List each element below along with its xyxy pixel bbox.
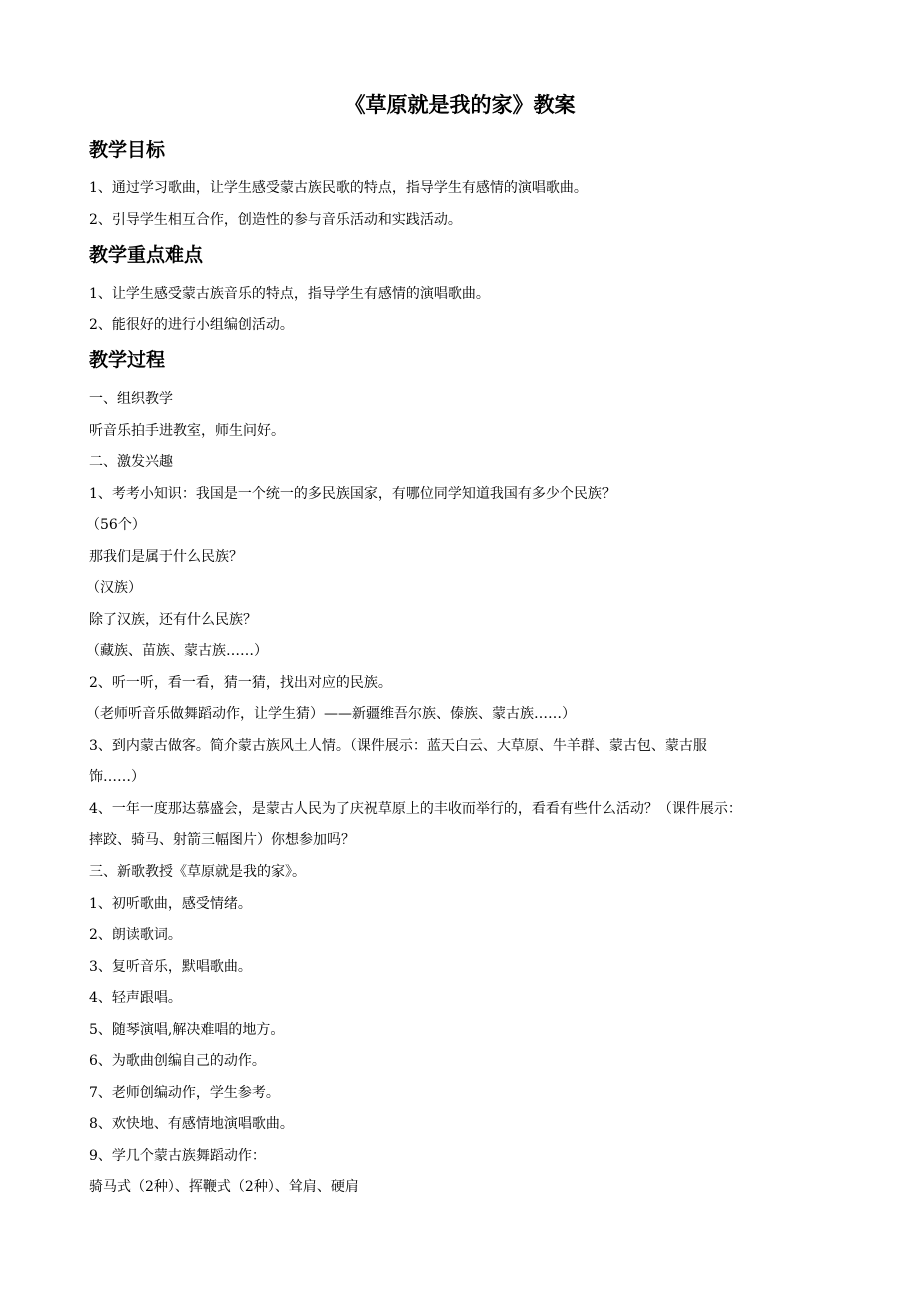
section-heading-process: 教学过程 xyxy=(89,349,166,371)
process-line: 4、一年一度那达慕盛会，是蒙古人民为了庆祝草原上的丰收而举行的，看看有些什么活动？（课件展示： xyxy=(89,801,742,817)
process-line: 听音乐拍手进教室，师生问好。 xyxy=(89,423,285,439)
process-line: 1、考考小知识：我国是一个统一的多民族国家，有哪位同学知道我国有多少个民族？ xyxy=(89,486,616,502)
process-line: 9、学几个蒙古族舞蹈动作： xyxy=(89,1148,266,1164)
process-line: 6、为歌曲创编自己的动作。 xyxy=(89,1053,266,1069)
process-line: （藏族、苗族、蒙古族……） xyxy=(86,643,268,659)
document-title: 《草原就是我的家》教案 xyxy=(344,93,576,117)
process-line: 7、老师创编动作，学生参考。 xyxy=(89,1085,280,1101)
process-line: （老师听音乐做舞蹈动作，让学生猜）——新疆维吾尔族、傣族、蒙古族……） xyxy=(86,706,576,722)
process-line: 2、听一听，看一看，猜一猜，找出对应的民族。 xyxy=(89,675,392,691)
process-line: 骑马式（2种）、挥鞭式（2种）、耸肩、硬肩 xyxy=(89,1179,359,1195)
process-line: 那我们是属于什么民族？ xyxy=(89,549,243,565)
key-point-item: 1、让学生感受蒙古族音乐的特点，指导学生有感情的演唱歌曲。 xyxy=(89,286,490,302)
process-line: （汉族） xyxy=(86,580,142,596)
process-line: 1、初听歌曲，感受情绪。 xyxy=(89,896,252,912)
process-line: 一、组织教学 xyxy=(89,391,173,407)
process-line: 5、随琴演唱,解决难唱的地方。 xyxy=(89,1022,285,1038)
process-line: 摔跤、骑马、射箭三幅图片）你想参加吗？ xyxy=(89,832,355,848)
process-line: 二、激发兴趣 xyxy=(89,454,173,470)
section-heading-key-points: 教学重点难点 xyxy=(89,244,204,266)
process-line: 3、复听音乐，默唱歌曲。 xyxy=(89,959,252,975)
process-line: 8、欢快地、有感情地演唱歌曲。 xyxy=(89,1116,294,1132)
key-point-item: 2、能很好的进行小组编创活动。 xyxy=(89,317,294,333)
process-line: 饰……） xyxy=(89,769,145,785)
goal-item: 1、通过学习歌曲，让学生感受蒙古族民歌的特点，指导学生有感情的演唱歌曲。 xyxy=(89,180,588,196)
process-line: （56个） xyxy=(86,517,146,533)
section-heading-goals: 教学目标 xyxy=(89,139,166,161)
goal-item: 2、引导学生相互合作，创造性的参与音乐活动和实践活动。 xyxy=(89,212,462,228)
process-line: 除了汉族，还有什么民族？ xyxy=(89,612,257,628)
process-line: 三、新歌教授《草原就是我的家》。 xyxy=(89,864,306,880)
process-line: 4、轻声跟唱。 xyxy=(89,990,182,1006)
process-line: 2、朗读歌词。 xyxy=(89,927,182,943)
process-line: 3、到内蒙古做客。简介蒙古族风土人情。（课件展示：蓝天白云、大草原、牛羊群、蒙古包、蒙古服 xyxy=(89,738,707,754)
